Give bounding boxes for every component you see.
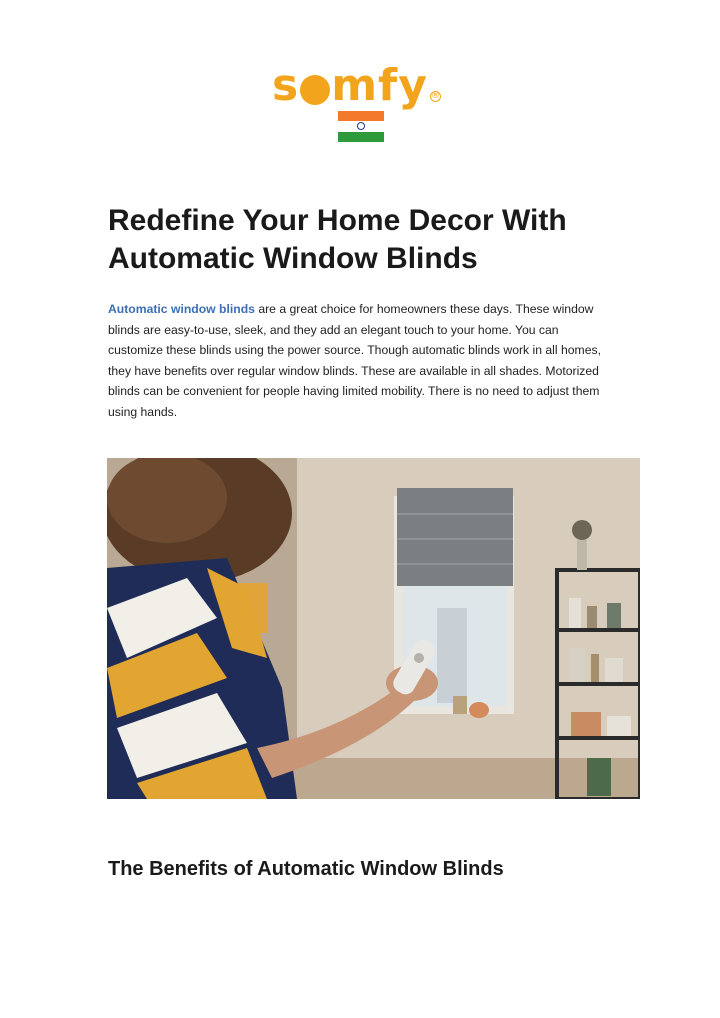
intro-text: are a great choice for homeowners these days. These window blinds are easy-to-use, sleek, and they add an elegant touch to your home. You can customize these blinds using the power source. Though automatic blinds work in all homes, they have benefits over regular window blinds. These are available in all shades. Motorized blinds can be convenient for people having limited mobility. There is no need to adjust them using hands.	[108, 302, 601, 419]
page-title: Redefine Your Home Decor With Automatic Window Blinds	[108, 204, 567, 275]
somfy-logo: s mfy ®	[272, 60, 441, 111]
hero-photo	[107, 458, 640, 799]
automatic-window-blinds-link[interactable]: Automatic window blinds	[108, 302, 255, 316]
section-heading: The Benefits of Automatic Window Blinds	[108, 858, 504, 880]
intro-paragraph	[108, 299, 613, 422]
india-flag-icon	[338, 111, 384, 142]
